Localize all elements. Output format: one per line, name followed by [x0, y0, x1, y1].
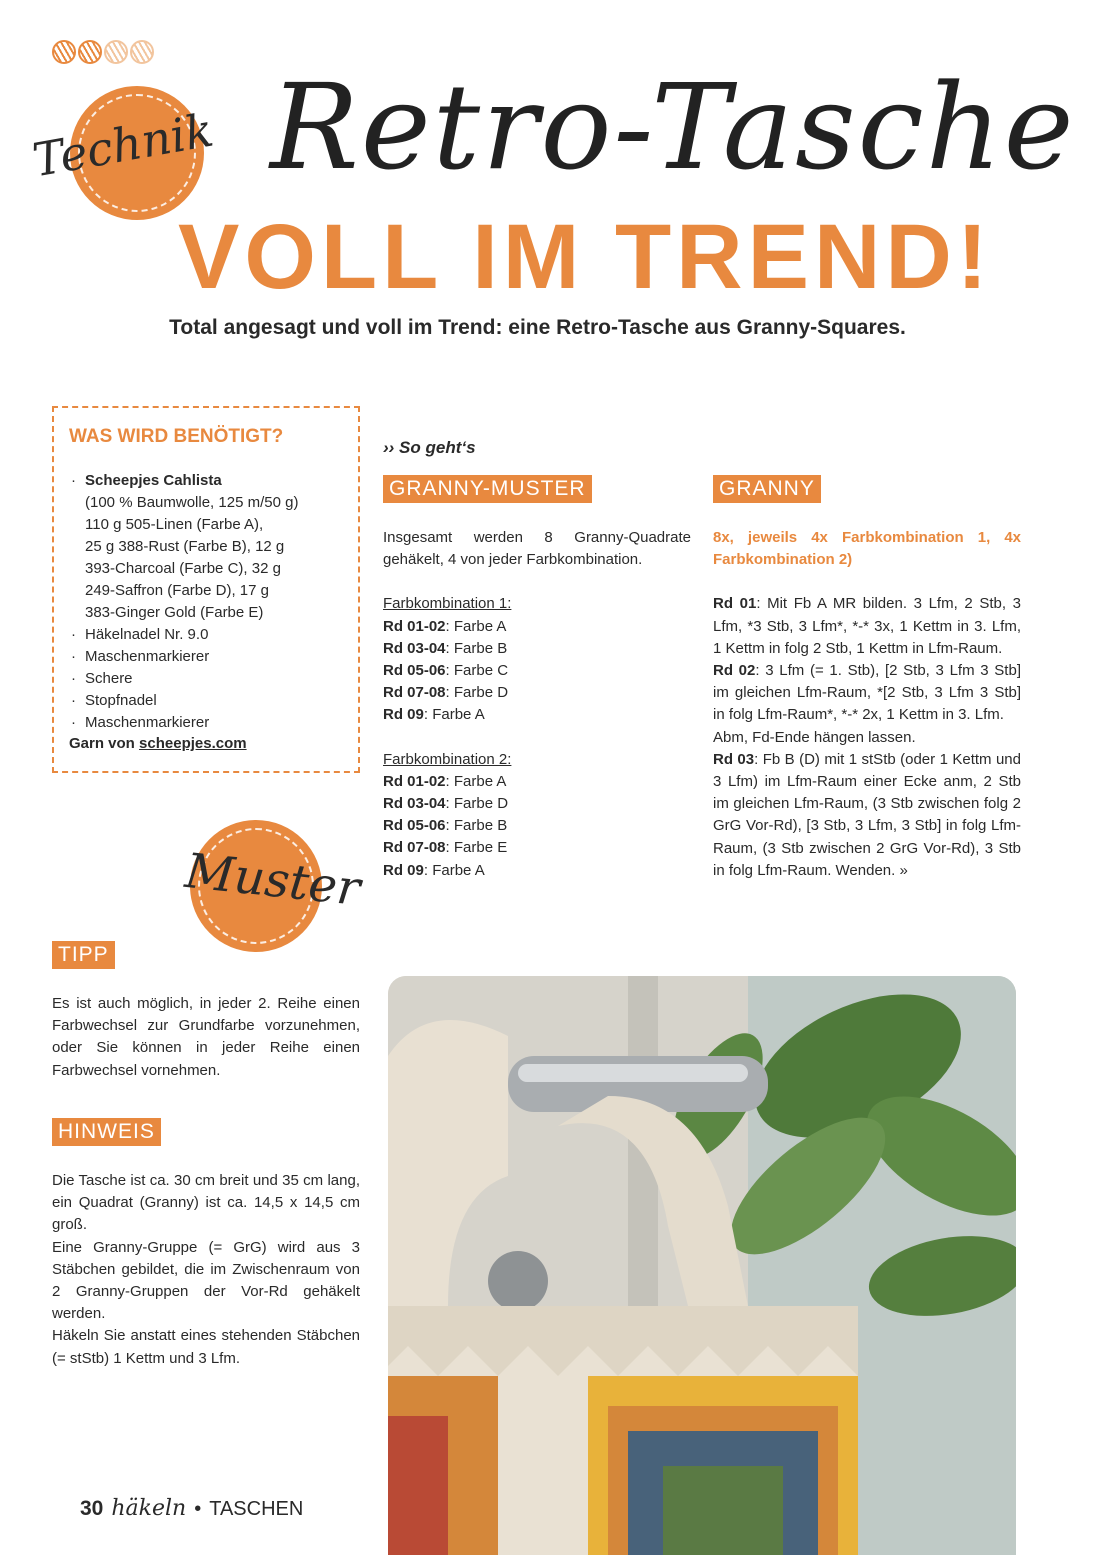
footer-separator: •	[194, 1498, 202, 1520]
combo-row: Rd 01-02: Farbe A	[383, 617, 507, 635]
materials-list	[69, 470, 344, 734]
page-title-main: VOLL IM TREND!	[178, 206, 993, 308]
footer-section: TASCHEN	[209, 1498, 304, 1520]
yarn-source-prefix: Garn von	[69, 735, 135, 752]
yarn-ball-icon	[52, 40, 76, 64]
muster-badge-label: Muster	[182, 842, 363, 918]
bag-photo	[388, 976, 1016, 1555]
list-item: · Häkelnadel Nr. 9.0	[69, 624, 344, 646]
combo2-title: Farbkombination 2:	[383, 750, 512, 768]
yarn-ball-icon	[104, 40, 128, 64]
granny-muster-section	[383, 527, 691, 882]
tipp-heading: TIPP	[52, 941, 115, 969]
combo-row: Rd 09: Farbe A	[383, 861, 485, 879]
granny-round-3: Rd 03: Fb B (D) mit 1 stStb (oder 1 Kettm und 3 Lfm) im Lfm-Raum einer Ecke anm, 2 Stb im gleichen Lfm-Raum, (3 Stb zwischen folg 2 GrG Vor-Rd), [3 Stb, 3 Lfm, 3 Stb] in folg Lfm-Raum, (3 Stb zwischen 2 GrG Vor-Rd), 3 Stb in folg Lfm-Raum. Wenden. »	[713, 750, 1021, 879]
combo-row: Rd 05-06: Farbe C	[383, 662, 509, 680]
tipp-text: Es ist auch möglich, in jeder 2. Reihe einen Farbwechsel zur Grundfarbe vorzunehmen, oder Sie können in jeder Reihe einen Farbwechsel vornehmen.	[52, 995, 360, 1079]
combo-row: Rd 03-04: Farbe D	[383, 795, 509, 813]
yarn-source-link[interactable]: scheepjes.com	[139, 735, 247, 752]
magazine-name: häkeln	[111, 1496, 187, 1521]
yarn-ball-icon	[78, 40, 102, 64]
combo-row: Rd 03-04: Farbe B	[383, 639, 508, 657]
bag-photo-illustration	[388, 976, 1016, 1555]
page-subtitle: Total angesagt und voll im Trend: eine Retro-Tasche aus Granny-Squares.	[169, 316, 906, 339]
hinweis-section	[52, 1170, 360, 1370]
list-item: · Maschenmarkierer	[69, 646, 344, 668]
combo-row: Rd 09: Farbe A	[383, 706, 485, 724]
yarn-name: · Scheepjes Cahlista	[85, 472, 222, 489]
granny-round-2: Rd 02: 3 Lfm (= 1. Stb), [2 Stb, 3 Lfm 3 Stb] im gleichen Lfm-Raum, *[2 Stb, 3 Lfm 3 Stb] in folg Lfm-Raum*, *-* 2x, 1 Kettm in 3. Lfm.	[713, 662, 1021, 724]
list-item	[69, 470, 344, 624]
hinweis-heading: HINWEIS	[52, 1118, 161, 1146]
yarn-ball-icon	[130, 40, 154, 64]
granny-heading: GRANNY	[713, 475, 821, 503]
combo-row: Rd 01-02: Farbe A	[383, 772, 507, 790]
list-item: · Schere	[69, 668, 344, 690]
combo-row: Rd 07-08: Farbe D	[383, 684, 509, 702]
list-item: · Maschenmarkierer	[69, 712, 344, 734]
granny-abm: Abm, Fd-Ende hängen lassen.	[713, 728, 916, 746]
granny-section	[713, 527, 1021, 882]
hinweis-paragraph: Eine Granny-Gruppe (= GrG) wird aus 3 Stäbchen gebildet, die im Zwischenraum von 2 Granny-Gruppen der Vor-Rd gehäkelt werden.	[52, 1238, 360, 1323]
combo-row: Rd 07-08: Farbe E	[383, 839, 508, 857]
materials-title: WAS WIRD BENÖTIGT?	[69, 426, 284, 447]
yarn-detail: 383-Ginger Gold (Farbe E)	[85, 604, 264, 621]
yarn-detail: 393-Charcoal (Farbe C), 32 g	[85, 560, 281, 577]
difficulty-indicator	[52, 40, 154, 64]
materials-box	[52, 406, 360, 773]
combo1-title: Farbkombination 1:	[383, 595, 512, 613]
hinweis-paragraph: Die Tasche ist ca. 30 cm breit und 35 cm lang, ein Quadrat (Granny) ist ca. 14,5 x 14,5 cm groß.	[52, 1172, 360, 1234]
granny-muster-intro: Insgesamt werden 8 Granny-Quadrate gehäkelt, 4 von jeder Farbkombination.	[383, 529, 691, 569]
list-item: · Stopfnadel	[69, 690, 344, 712]
yarn-detail: (100 % Baumwolle, 125 m/50 g)	[85, 494, 299, 511]
page-number: 30	[80, 1497, 104, 1520]
technik-badge-label: Technik	[28, 102, 218, 188]
yarn-detail: 110 g 505-Linen (Farbe A),	[85, 516, 264, 533]
combo-row: Rd 05-06: Farbe B	[383, 817, 508, 835]
page-footer	[80, 1496, 303, 1521]
granny-muster-heading: GRANNY-MUSTER	[383, 475, 592, 503]
yarn-source	[69, 735, 344, 752]
granny-intro: 8x, jeweils 4x Farbkombination 1, 4x Farbkombination 2)	[713, 529, 1021, 569]
instructions-intro: ›› So geht‘s	[383, 438, 476, 457]
granny-round-1: Rd 01: Mit Fb A MR bilden. 3 Lfm, 2 Stb, 3 Lfm, *3 Stb, 3 Lfm*, *-* 3x, 1 Kettm in 3. Lfm, 1 Kettm in folg 2 Stb, 1 Kettm in Lfm-Raum.	[713, 595, 1021, 657]
hinweis-paragraph: Häkeln Sie anstatt eines stehenden Stäbchen (= stStb) 1 Kettm und 3 Lfm.	[52, 1327, 360, 1367]
page-title-script: Retro-Tasche	[270, 58, 1076, 196]
yarn-detail: 249-Saffron (Farbe D), 17 g	[85, 582, 269, 599]
yarn-detail: 25 g 388-Rust (Farbe B), 12 g	[85, 538, 285, 555]
